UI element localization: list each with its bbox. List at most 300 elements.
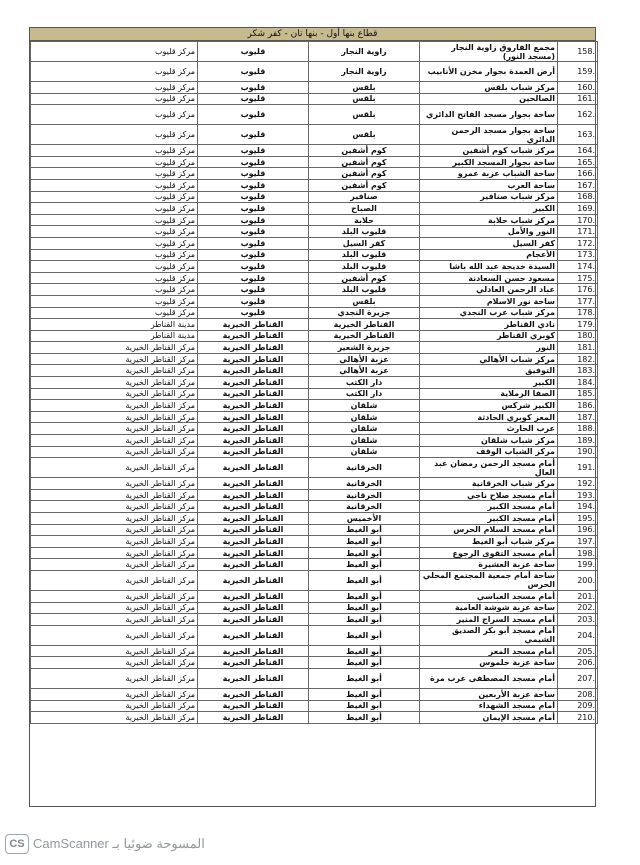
table-row (31, 446, 598, 458)
city-name: القناطر الخيرية (198, 400, 309, 412)
city-name: القناطر الخيرية (198, 501, 309, 513)
village-name: أبو الغيط (309, 614, 420, 626)
village-name: أبو الغيط (309, 524, 420, 536)
row-number: 175. (558, 272, 598, 284)
table-row (31, 478, 598, 490)
center-name: مركز القناطر الخيرية (31, 536, 198, 548)
table-row (31, 203, 598, 215)
location-name: أمام مسجد الكبير (420, 513, 558, 525)
table-row (31, 700, 598, 712)
city-name: القناطر الخيرية (198, 536, 309, 548)
camscanner-logo-icon: CS (5, 834, 29, 854)
center-name: مركز القناطر الخيرية (31, 377, 198, 389)
village-name: زاوية النجار (309, 42, 420, 62)
village-name: أبو الغيط (309, 590, 420, 602)
center-name: مركز قليوب (31, 93, 198, 105)
location-name: التوفيق (420, 365, 558, 377)
row-number: 199. (558, 559, 598, 571)
city-name: قليوب (198, 168, 309, 180)
table-row (31, 93, 598, 105)
center-name: مركز القناطر الخيرية (31, 353, 198, 365)
table-row (31, 388, 598, 400)
location-name: ساحة العرب (420, 179, 558, 191)
table-row (31, 590, 598, 602)
village-name: أبو الغيط (309, 668, 420, 688)
center-name: مركز قليوب (31, 156, 198, 168)
center-name: مركز القناطر الخيرية (31, 365, 198, 377)
village-name: أبو الغيط (309, 700, 420, 712)
table-row (31, 423, 598, 435)
center-name: مركز القناطر الخيرية (31, 388, 198, 400)
village-name: عزبة الأهالي (309, 353, 420, 365)
center-name: مركز قليوب (31, 125, 198, 145)
document-page (29, 27, 596, 807)
table-row (31, 42, 598, 62)
center-name: مركز قليوب (31, 179, 198, 191)
village-name: شلقان (309, 400, 420, 412)
center-name: مركز قليوب (31, 62, 198, 82)
row-number: 173. (558, 249, 598, 261)
city-name: قليوب (198, 261, 309, 273)
row-number: 169. (558, 203, 598, 215)
row-number: 208. (558, 688, 598, 700)
village-name: كوم أشفين (309, 156, 420, 168)
village-name: كوم أشفين (309, 145, 420, 157)
village-name: جزيرة النجدي (309, 307, 420, 319)
city-name: قليوب (198, 214, 309, 226)
village-name: القناطر الخيرية (309, 319, 420, 331)
city-name: القناطر الخيرية (198, 446, 309, 458)
table-row (31, 570, 598, 590)
location-name: مركز شباب حلابة (420, 214, 558, 226)
row-number: 187. (558, 411, 598, 423)
table-row (31, 536, 598, 548)
village-name: الخرقانية (309, 501, 420, 513)
row-number: 184. (558, 377, 598, 389)
center-name: مركز القناطر الخيرية (31, 411, 198, 423)
center-name: مركز القناطر الخيرية (31, 668, 198, 688)
table-row (31, 657, 598, 669)
city-name: القناطر الخيرية (198, 625, 309, 645)
village-name: أبو الغيط (309, 712, 420, 724)
center-name: مركز قليوب (31, 168, 198, 180)
row-number: 185. (558, 388, 598, 400)
row-number: 204. (558, 625, 598, 645)
location-name: مركز شباب الخرقانية (420, 478, 558, 490)
location-name: نادي القناطر (420, 319, 558, 331)
location-name: أمام مسجد السراج المنير (420, 614, 558, 626)
row-number: 167. (558, 179, 598, 191)
table-row (31, 62, 598, 82)
table-row (31, 145, 598, 157)
city-name: القناطر الخيرية (198, 423, 309, 435)
city-name: قليوب (198, 272, 309, 284)
village-name: القناطر الخيرية (309, 330, 420, 342)
location-name: النور (420, 342, 558, 354)
location-name: أمام مسجد الكبير (420, 501, 558, 513)
center-name: مدينة القناطر (31, 319, 198, 331)
village-name: أبو الغيط (309, 536, 420, 548)
location-name: مركز شباب بلقس (420, 82, 558, 94)
city-name: القناطر الخيرية (198, 330, 309, 342)
location-name: أمام مسجد التقوى الرجوع (420, 547, 558, 559)
city-name: قليوب (198, 82, 309, 94)
village-name: دار الكتب (309, 377, 420, 389)
village-name: دار الكتب (309, 388, 420, 400)
location-name: ساحة بجوار مسجد الرحمن الدائري (420, 125, 558, 145)
center-name: مركز القناطر الخيرية (31, 590, 198, 602)
village-name: كوم أشفين (309, 168, 420, 180)
table-row (31, 261, 598, 273)
city-name: القناطر الخيرية (198, 411, 309, 423)
village-name: كوم أشفين (309, 179, 420, 191)
location-name: ساحة عزبة حلموس (420, 657, 558, 669)
location-name: الكبير (420, 377, 558, 389)
city-name: القناطر الخيرية (198, 478, 309, 490)
table-row (31, 625, 598, 645)
table-row (31, 284, 598, 296)
table-row (31, 688, 598, 700)
row-number: 178. (558, 307, 598, 319)
city-name: قليوب (198, 145, 309, 157)
table-row (31, 353, 598, 365)
city-name: القناطر الخيرية (198, 365, 309, 377)
location-name: ساحة بجوار مسجد الفاتح الدائري (420, 105, 558, 125)
location-name: مركز الشباب الوقف (420, 446, 558, 458)
row-number: 168. (558, 191, 598, 203)
center-name: مركز قليوب (31, 203, 198, 215)
watermark-text: المسوحة ضوئيا بـ CamScanner (33, 836, 205, 851)
sector-title: قطاع بنها أول - بنها تان - كفر شكر (30, 28, 595, 41)
village-name: بلقس (309, 125, 420, 145)
table-row (31, 156, 598, 168)
row-number: 159. (558, 62, 598, 82)
location-name: أمام مسجد الرحمن رمضان عبد العال (420, 458, 558, 478)
location-name: كوبري القناطر (420, 330, 558, 342)
location-name: أمام مسجد السلام الحرس (420, 524, 558, 536)
city-name: القناطر الخيرية (198, 602, 309, 614)
center-name: مركز القناطر الخيرية (31, 489, 198, 501)
location-name: الكبير شركس (420, 400, 558, 412)
village-name: شلقان (309, 411, 420, 423)
city-name: القناطر الخيرية (198, 614, 309, 626)
center-name: مركز قليوب (31, 249, 198, 261)
location-name: الصالحين (420, 93, 558, 105)
table-row (31, 668, 598, 688)
village-name: أبو الغيط (309, 657, 420, 669)
scanner-watermark (5, 832, 305, 856)
center-name: مركز القناطر الخيرية (31, 688, 198, 700)
table-row (31, 458, 598, 478)
center-name: مركز القناطر الخيرية (31, 423, 198, 435)
village-name: أبو الغيط (309, 547, 420, 559)
village-name: بلقس (309, 82, 420, 94)
center-name: مركز القناطر الخيرية (31, 614, 198, 626)
city-name: القناطر الخيرية (198, 700, 309, 712)
table-row (31, 307, 598, 319)
center-name: مركز القناطر الخيرية (31, 625, 198, 645)
table-row (31, 645, 598, 657)
table-row (31, 237, 598, 249)
row-number: 188. (558, 423, 598, 435)
table-row (31, 602, 598, 614)
city-name: قليوب (198, 295, 309, 307)
location-name: الأعجام (420, 249, 558, 261)
row-number: 166. (558, 168, 598, 180)
table-row (31, 501, 598, 513)
city-name: القناطر الخيرية (198, 688, 309, 700)
location-name: كفر السيل (420, 237, 558, 249)
row-number: 182. (558, 353, 598, 365)
city-name: القناطر الخيرية (198, 353, 309, 365)
city-name: القناطر الخيرية (198, 559, 309, 571)
location-name: أمام مسجد أبو بكر الصديق الشيمي (420, 625, 558, 645)
city-name: قليوب (198, 237, 309, 249)
location-name: السيدة خديجة عبد الله باشا (420, 261, 558, 273)
table-row (31, 214, 598, 226)
village-name: بلقس (309, 93, 420, 105)
village-name: أبو الغيط (309, 688, 420, 700)
table-row (31, 342, 598, 354)
village-name: زاوية النجار (309, 62, 420, 82)
row-number: 203. (558, 614, 598, 626)
row-number: 161. (558, 93, 598, 105)
center-name: مركز القناطر الخيرية (31, 501, 198, 513)
table-row (31, 435, 598, 447)
table-row (31, 400, 598, 412)
center-name: مركز قليوب (31, 145, 198, 157)
village-name: صنافير (309, 191, 420, 203)
location-name: عرب الحارث (420, 423, 558, 435)
row-number: 183. (558, 365, 598, 377)
city-name: القناطر الخيرية (198, 645, 309, 657)
table-row (31, 559, 598, 571)
city-name: قليوب (198, 156, 309, 168)
center-name: مركز القناطر الخيرية (31, 478, 198, 490)
row-number: 197. (558, 536, 598, 548)
village-name: الصباح (309, 203, 420, 215)
center-name: مركز قليوب (31, 82, 198, 94)
city-name: القناطر الخيرية (198, 590, 309, 602)
center-name: مركز القناطر الخيرية (31, 446, 198, 458)
row-number: 207. (558, 668, 598, 688)
village-name: بلقس (309, 105, 420, 125)
village-name: أبو الغيط (309, 645, 420, 657)
city-name: قليوب (198, 226, 309, 238)
location-name: الصفا الرملاية (420, 388, 558, 400)
table-row (31, 191, 598, 203)
table-row (31, 272, 598, 284)
city-name: القناطر الخيرية (198, 524, 309, 536)
city-name: القناطر الخيرية (198, 657, 309, 669)
row-number: 160. (558, 82, 598, 94)
row-number: 176. (558, 284, 598, 296)
row-number: 189. (558, 435, 598, 447)
city-name: القناطر الخيرية (198, 458, 309, 478)
row-number: 191. (558, 458, 598, 478)
center-name: مركز قليوب (31, 214, 198, 226)
row-number: 201. (558, 590, 598, 602)
center-name: مركز قليوب (31, 307, 198, 319)
table-row (31, 712, 598, 724)
location-name: ساحة عزبة العشيرة (420, 559, 558, 571)
center-name: مركز القناطر الخيرية (31, 547, 198, 559)
location-name: أمام مسجد العباسي (420, 590, 558, 602)
city-name: القناطر الخيرية (198, 435, 309, 447)
center-name: مركز قليوب (31, 42, 198, 62)
center-name: مركز قليوب (31, 105, 198, 125)
city-name: قليوب (198, 62, 309, 82)
location-name: مركز شباب شلقان (420, 435, 558, 447)
row-number: 174. (558, 261, 598, 273)
location-name: مركز شباب صنافير (420, 191, 558, 203)
city-name: القناطر الخيرية (198, 547, 309, 559)
row-number: 163. (558, 125, 598, 145)
table-row (31, 125, 598, 145)
location-name: ساحة عزبة شوشة العامية (420, 602, 558, 614)
location-name: مسعود حسن السعادنة (420, 272, 558, 284)
table-row (31, 411, 598, 423)
table-row (31, 226, 598, 238)
row-number: 177. (558, 295, 598, 307)
village-name: الأخميس (309, 513, 420, 525)
city-name: القناطر الخيرية (198, 570, 309, 590)
location-name: ساحة نور الاسلام (420, 295, 558, 307)
location-name: مجمع الفاروق زاوية النجار (مسجد النور) (420, 42, 558, 62)
city-name: قليوب (198, 125, 309, 145)
city-name: قليوب (198, 307, 309, 319)
row-number: 158. (558, 42, 598, 62)
row-number: 195. (558, 513, 598, 525)
location-name: أمام مسجد المعز (420, 645, 558, 657)
center-name: مركز القناطر الخيرية (31, 400, 198, 412)
row-number: 186. (558, 400, 598, 412)
table-body (31, 42, 598, 724)
city-name: القناطر الخيرية (198, 319, 309, 331)
center-name: مركز قليوب (31, 284, 198, 296)
location-name: أرض العمدة بجوار مخزن الأنابيب (420, 62, 558, 82)
table-row (31, 82, 598, 94)
location-name: ساحة بجوار المسجد الكبير (420, 156, 558, 168)
village-name: بلقس (309, 295, 420, 307)
city-name: القناطر الخيرية (198, 668, 309, 688)
village-name: شلقان (309, 446, 420, 458)
center-name: مدينة القناطر (31, 330, 198, 342)
row-number: 180. (558, 330, 598, 342)
row-number: 190. (558, 446, 598, 458)
row-number: 192. (558, 478, 598, 490)
row-number: 193. (558, 489, 598, 501)
center-name: مركز القناطر الخيرية (31, 435, 198, 447)
location-name: المعز كوبري الحادثة (420, 411, 558, 423)
village-name: الخرقانية (309, 458, 420, 478)
city-name: قليوب (198, 203, 309, 215)
row-number: 205. (558, 645, 598, 657)
table-row (31, 614, 598, 626)
table-row (31, 547, 598, 559)
center-name: مركز القناطر الخيرية (31, 458, 198, 478)
row-number: 198. (558, 547, 598, 559)
location-name: أمام مسجد صلاح ناجي (420, 489, 558, 501)
table-row (31, 168, 598, 180)
table-row (31, 330, 598, 342)
village-name: حلابة (309, 214, 420, 226)
village-name: عزبة الأهالي (309, 365, 420, 377)
location-name: مركز شباب أبو الغيط (420, 536, 558, 548)
row-number: 200. (558, 570, 598, 590)
village-name: أبو الغيط (309, 602, 420, 614)
row-number: 164. (558, 145, 598, 157)
city-name: قليوب (198, 105, 309, 125)
location-name: مركز شباب الأهالي (420, 353, 558, 365)
village-name: أبو الغيط (309, 625, 420, 645)
row-number: 196. (558, 524, 598, 536)
row-number: 170. (558, 214, 598, 226)
row-number: 172. (558, 237, 598, 249)
city-name: قليوب (198, 284, 309, 296)
location-name: مركز شباب عرب النجدي (420, 307, 558, 319)
center-name: مركز القناطر الخيرية (31, 570, 198, 590)
row-number: 162. (558, 105, 598, 125)
table-row (31, 513, 598, 525)
location-name: مركز شباب كوم أشفين (420, 145, 558, 157)
table-row (31, 295, 598, 307)
row-number: 206. (558, 657, 598, 669)
row-number: 179. (558, 319, 598, 331)
location-name: أمام مسجد المصطفى عرب مرة (420, 668, 558, 688)
table-row (31, 319, 598, 331)
location-name: ساحة عزبة الأربعين (420, 688, 558, 700)
table-row (31, 105, 598, 125)
location-name: ساحة الشباب عزبة عمرو (420, 168, 558, 180)
city-name: القناطر الخيرية (198, 513, 309, 525)
center-name: مركز القناطر الخيرية (31, 712, 198, 724)
table-row (31, 365, 598, 377)
table-row (31, 179, 598, 191)
village-name: قليوب البلد (309, 261, 420, 273)
location-name: أمام مسجد الشهداء (420, 700, 558, 712)
village-name: قليوب البلد (309, 226, 420, 238)
location-name: ساحة أمام جمعية المجتمع المحلي الحرس (420, 570, 558, 590)
village-name: جزيرة الشعير (309, 342, 420, 354)
row-number: 210. (558, 712, 598, 724)
center-name: مركز القناطر الخيرية (31, 645, 198, 657)
center-name: مركز قليوب (31, 295, 198, 307)
village-name: قليوب البلد (309, 284, 420, 296)
center-name: مركز القناطر الخيرية (31, 342, 198, 354)
location-name: أمام مسجد الإيمان (420, 712, 558, 724)
row-number: 202. (558, 602, 598, 614)
village-name: كفر السيل (309, 237, 420, 249)
village-name: شلقان (309, 423, 420, 435)
center-name: مركز القناطر الخيرية (31, 513, 198, 525)
center-name: مركز قليوب (31, 226, 198, 238)
table-row (31, 524, 598, 536)
location-name: الكبير (420, 203, 558, 215)
location-name: النور والأمل (420, 226, 558, 238)
row-number: 181. (558, 342, 598, 354)
center-name: مركز قليوب (31, 261, 198, 273)
locations-table (30, 41, 598, 724)
row-number: 165. (558, 156, 598, 168)
village-name: قليوب البلد (309, 249, 420, 261)
village-name: كوم أشفين (309, 272, 420, 284)
village-name: أبو الغيط (309, 570, 420, 590)
table-row (31, 249, 598, 261)
city-name: قليوب (198, 249, 309, 261)
table-row (31, 489, 598, 501)
village-name: الخرقانية (309, 478, 420, 490)
